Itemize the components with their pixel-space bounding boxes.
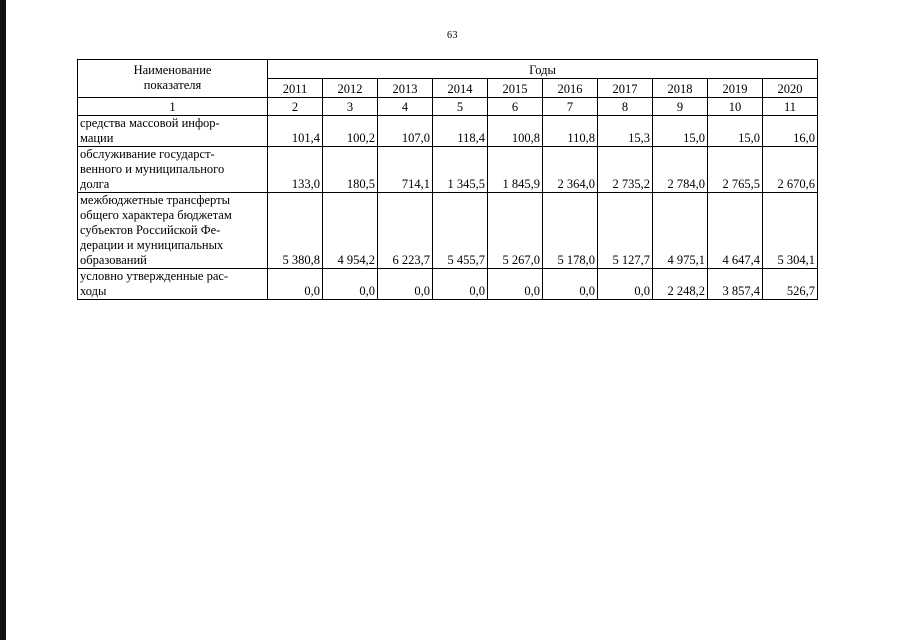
value-cell: 2 735,2 [598, 147, 653, 193]
value-cell: 6 223,7 [378, 193, 433, 269]
value-cell: 100,8 [488, 116, 543, 147]
row-label [78, 193, 268, 269]
header-year-cell: 2013 [378, 79, 433, 98]
column-number-cell: 1 [78, 98, 268, 116]
row-label-line: условно утвержденные рас- [80, 269, 229, 283]
table-row [78, 269, 818, 300]
header-year-cell: 2015 [488, 79, 543, 98]
value-cell: 5 455,7 [433, 193, 488, 269]
header-row-column-numbers [78, 98, 818, 116]
table-row [78, 116, 818, 147]
row-label-line: образований [80, 253, 147, 267]
value-cell: 2 784,0 [653, 147, 708, 193]
value-cell: 2 670,6 [763, 147, 818, 193]
value-cell: 0,0 [323, 269, 378, 300]
value-cell: 2 248,2 [653, 269, 708, 300]
header-year-cell: 2011 [268, 79, 323, 98]
column-number-cell: 5 [433, 98, 488, 116]
table-row [78, 193, 818, 269]
budget-table [77, 59, 818, 300]
value-cell: 0,0 [543, 269, 598, 300]
row-label-line: обслуживание государст- [80, 147, 215, 161]
value-cell: 101,4 [268, 116, 323, 147]
value-cell: 5 127,7 [598, 193, 653, 269]
value-cell: 714,1 [378, 147, 433, 193]
table-row [78, 147, 818, 193]
value-cell: 1 845,9 [488, 147, 543, 193]
row-label-line: ходы [80, 284, 107, 298]
row-label [78, 116, 268, 147]
column-number-cell: 3 [323, 98, 378, 116]
column-number-cell: 6 [488, 98, 543, 116]
header-year-cell: 2012 [323, 79, 378, 98]
value-cell: 4 975,1 [653, 193, 708, 269]
header-year-cell: 2014 [433, 79, 488, 98]
value-cell: 3 857,4 [708, 269, 763, 300]
row-label [78, 147, 268, 193]
value-cell: 16,0 [763, 116, 818, 147]
row-label [78, 269, 268, 300]
header-year-cell: 2020 [763, 79, 818, 98]
value-cell: 180,5 [323, 147, 378, 193]
value-cell: 0,0 [378, 269, 433, 300]
column-number-cell: 11 [763, 98, 818, 116]
column-number-cell: 9 [653, 98, 708, 116]
row-label-line: мации [80, 131, 114, 145]
row-label-line: субъектов Российской Фе- [80, 223, 221, 237]
value-cell: 107,0 [378, 116, 433, 147]
value-cell: 0,0 [433, 269, 488, 300]
value-cell: 4 954,2 [323, 193, 378, 269]
header-indicator-line2: показателя [143, 78, 202, 92]
value-cell: 15,0 [653, 116, 708, 147]
value-cell: 0,0 [488, 269, 543, 300]
value-cell: 2 364,0 [543, 147, 598, 193]
value-cell: 133,0 [268, 147, 323, 193]
value-cell: 5 304,1 [763, 193, 818, 269]
header-year-cell: 2017 [598, 79, 653, 98]
header-year-cell: 2019 [708, 79, 763, 98]
header-row-group [78, 60, 818, 79]
value-cell: 5 380,8 [268, 193, 323, 269]
scan-edge-shadow [0, 0, 6, 640]
column-number-cell: 4 [378, 98, 433, 116]
value-cell: 2 765,5 [708, 147, 763, 193]
row-label-line: межбюджетные трансферты [80, 193, 230, 207]
row-label-line: венного и муниципального [80, 162, 225, 176]
page-number: 63 [447, 30, 458, 41]
value-cell: 15,0 [708, 116, 763, 147]
column-number-cell: 7 [543, 98, 598, 116]
value-cell: 5 178,0 [543, 193, 598, 269]
header-year-cell: 2016 [543, 79, 598, 98]
value-cell: 4 647,4 [708, 193, 763, 269]
value-cell: 110,8 [543, 116, 598, 147]
value-cell: 0,0 [268, 269, 323, 300]
column-number-cell: 8 [598, 98, 653, 116]
value-cell: 118,4 [433, 116, 488, 147]
value-cell: 0,0 [598, 269, 653, 300]
value-cell: 526,7 [763, 269, 818, 300]
header-indicator-name [78, 60, 268, 98]
value-cell: 5 267,0 [488, 193, 543, 269]
column-number-cell: 2 [268, 98, 323, 116]
row-label-line: дерации и муниципальных [80, 238, 224, 252]
value-cell: 1 345,5 [433, 147, 488, 193]
header-indicator-line1: Наименование [133, 63, 212, 77]
column-number-cell: 10 [708, 98, 763, 116]
header-year-cell: 2018 [653, 79, 708, 98]
value-cell: 15,3 [598, 116, 653, 147]
row-label-line: средства массовой инфор- [80, 116, 220, 130]
value-cell: 100,2 [323, 116, 378, 147]
row-label-line: общего характера бюджетам [80, 208, 232, 222]
row-label-line: долга [80, 177, 110, 191]
header-years-group: Годы [268, 60, 818, 79]
